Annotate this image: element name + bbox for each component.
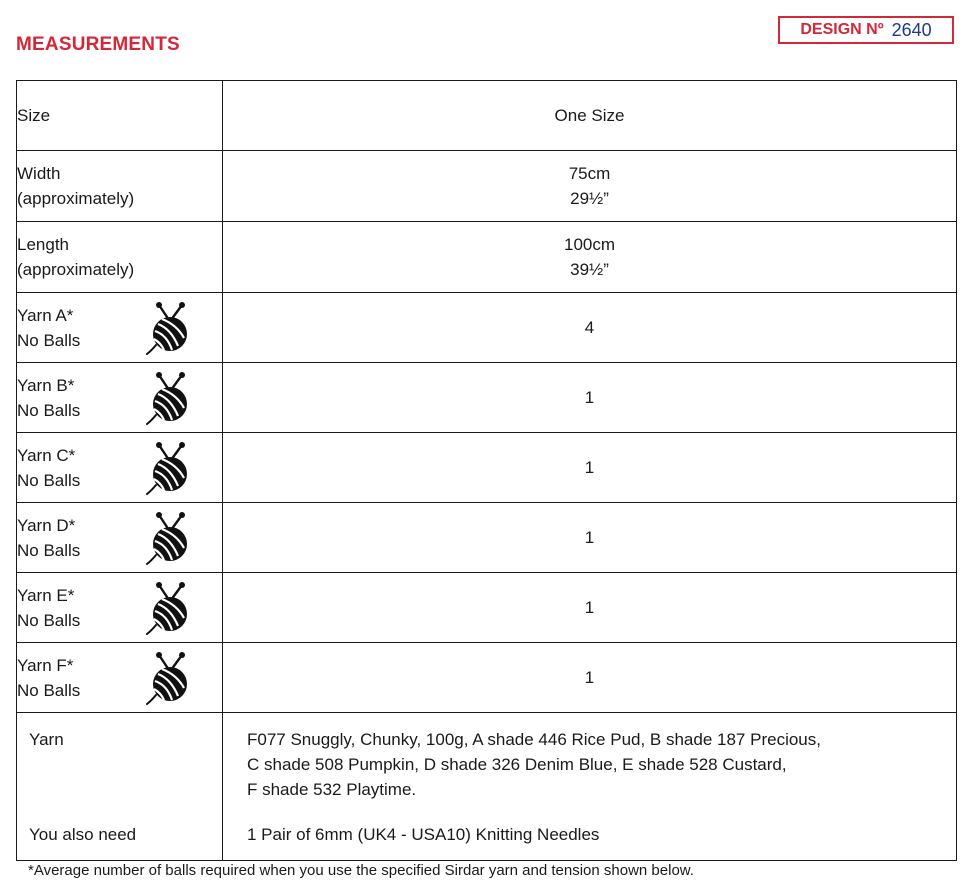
yarn-d-label: Yarn D* <box>17 515 76 535</box>
yarn-b-value: 1 <box>223 363 957 433</box>
yarn-f-value: 1 <box>223 643 957 713</box>
yarn-e-label: Yarn E* <box>17 585 75 605</box>
measurements-table <box>16 80 957 861</box>
yarn-details-label-cell <box>17 713 223 861</box>
width-cm: 75cm <box>568 164 611 183</box>
yarn-b-sublabel: No Balls <box>17 400 81 420</box>
table-row-length <box>17 222 957 293</box>
yarn-f-label-cell <box>17 643 223 713</box>
yarn-description-line1: F077 Snuggly, Chunky, 100g, A shade 446 Rice Pud, B shade 187 Precious, <box>247 729 821 749</box>
width-value <box>223 151 957 222</box>
yarn-label: Yarn <box>29 729 64 749</box>
yarn-f-label: Yarn F* <box>17 655 74 675</box>
yarn-c-value: 1 <box>223 433 957 503</box>
width-label <box>17 151 223 222</box>
yarn-ball-icon <box>145 301 189 355</box>
yarn-d-sublabel: No Balls <box>17 540 81 560</box>
yarn-d-value: 1 <box>223 503 957 573</box>
yarn-ball-icon <box>145 651 189 705</box>
yarn-a-label: Yarn A* <box>17 305 74 325</box>
also-need-label: You also need <box>29 824 137 844</box>
design-number: 2640 <box>891 19 932 40</box>
yarn-f-sublabel: No Balls <box>17 680 81 700</box>
design-number-box <box>778 16 954 44</box>
yarn-details-value-cell <box>223 713 957 861</box>
size-value: One Size <box>223 81 957 151</box>
width-label-line2: (approximately) <box>17 189 135 208</box>
yarn-e-value: 1 <box>223 573 957 643</box>
also-need-value: 1 Pair of 6mm (UK4 - USA10) Knitting Needles <box>247 824 600 844</box>
yarn-a-value: 4 <box>223 293 957 363</box>
yarn-a-sublabel: No Balls <box>17 330 81 350</box>
length-label-line1: Length <box>17 235 69 254</box>
page-title: MEASUREMENTS <box>16 34 180 55</box>
yarn-c-label-cell <box>17 433 223 503</box>
size-label: Size <box>17 81 223 151</box>
table-row-width <box>17 151 957 222</box>
yarn-description-line2: C shade 508 Pumpkin, D shade 326 Denim Blue, E shade 528 Custard, <box>247 754 787 774</box>
table-row-yarn-b <box>17 363 957 433</box>
yarn-b-label-cell <box>17 363 223 433</box>
length-label <box>17 222 223 293</box>
yarn-ball-icon <box>145 581 189 635</box>
width-inches: 29½” <box>570 189 609 208</box>
length-label-line2: (approximately) <box>17 260 135 279</box>
yarn-e-sublabel: No Balls <box>17 610 81 630</box>
yarn-c-sublabel: No Balls <box>17 470 81 490</box>
width-label-line1: Width <box>17 164 61 183</box>
footnote: *Average number of balls required when you use the specified Sirdar yarn and tension shown below. <box>28 862 694 879</box>
yarn-a-label-cell <box>17 293 223 363</box>
yarn-ball-icon <box>145 441 189 495</box>
yarn-c-label: Yarn C* <box>17 445 76 465</box>
length-inches: 39½” <box>570 260 609 279</box>
design-label: DESIGN Nº <box>800 21 884 38</box>
table-row-size <box>17 81 957 151</box>
yarn-b-label: Yarn B* <box>17 375 75 395</box>
yarn-ball-icon <box>145 371 189 425</box>
length-cm: 100cm <box>563 235 616 254</box>
table-row-yarn-d <box>17 503 957 573</box>
length-value <box>223 222 957 293</box>
yarn-d-label-cell <box>17 503 223 573</box>
table-row-yarn-f <box>17 643 957 713</box>
yarn-description-line3: F shade 532 Playtime. <box>247 779 417 799</box>
yarn-ball-icon <box>145 511 189 565</box>
table-row-yarn-a <box>17 293 957 363</box>
table-row-yarn-c <box>17 433 957 503</box>
table-row-yarn-details <box>17 713 957 861</box>
table-row-yarn-e <box>17 573 957 643</box>
yarn-e-label-cell <box>17 573 223 643</box>
